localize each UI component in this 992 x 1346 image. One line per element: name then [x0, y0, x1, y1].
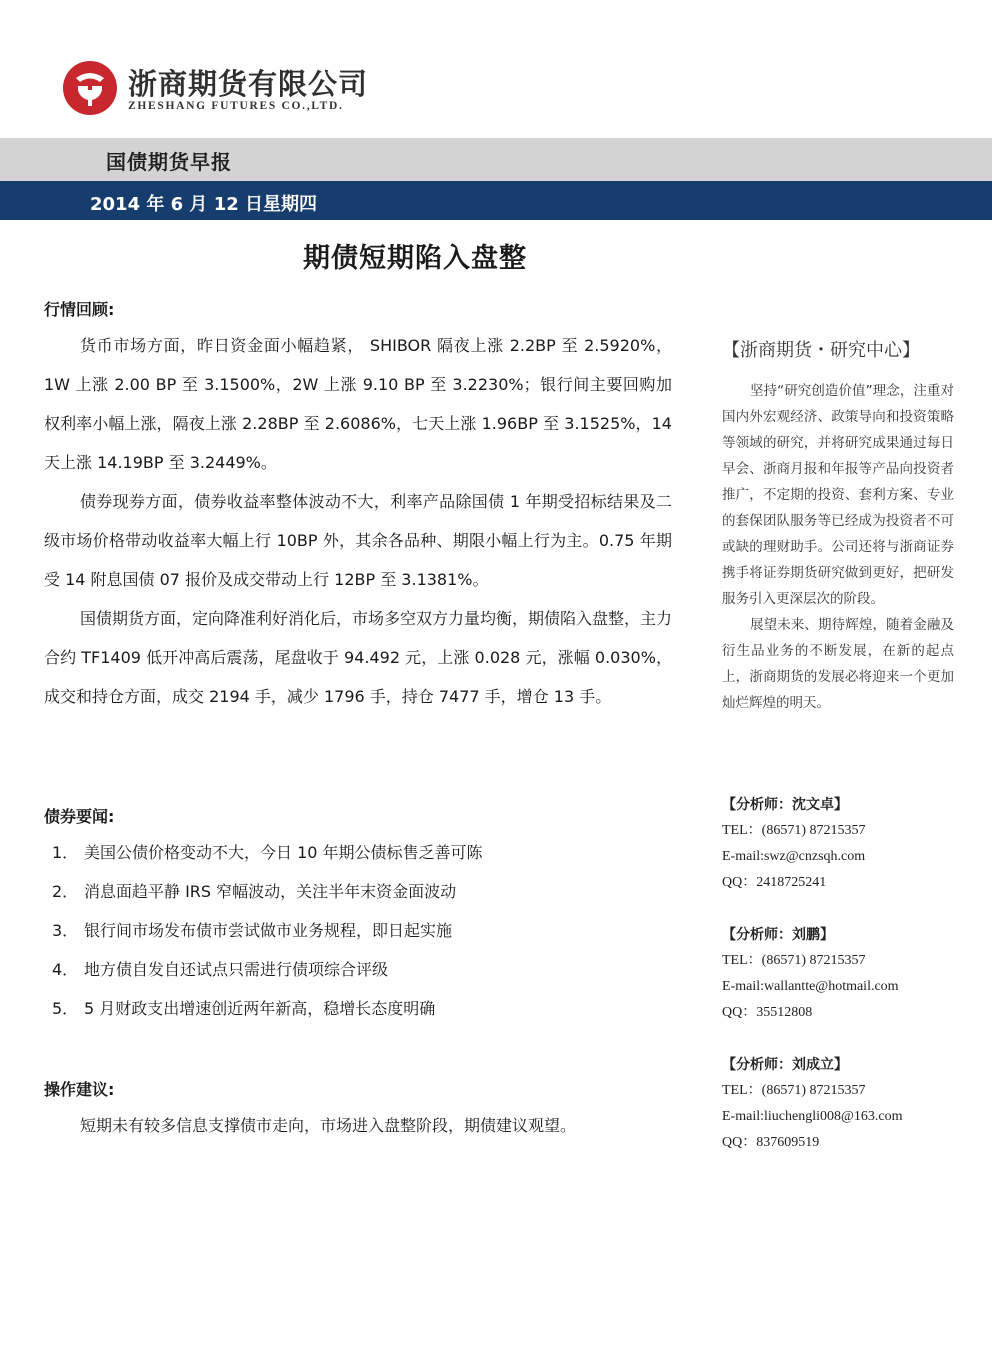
analyst-email[interactable]: E-mail:swz@cnzsqh.com: [722, 849, 866, 864]
analyst-qq: QQ：2418725241: [722, 875, 827, 890]
company-logo-icon: [62, 60, 118, 116]
analyst-email[interactable]: E-mail:liuchengli008@163.com: [722, 1109, 903, 1124]
list-item: 1． 美国公债价格变动不大，今日 10 年期公债标售乏善可陈: [52, 843, 483, 862]
paragraph-bond-spot: 债券现券方面，债券收益率整体波动不大，利率产品除国债 1 年期受招标结果及二级市场价格带动收益率大幅上行 10BP 外，其余各品种、期限小幅上行为主。0.75 年期受 14 附息国债 07 报价及成交带动上行 12BP 至 3.1381%。: [44, 492, 672, 589]
paragraph-money-market: 货币市场方面，昨日资金面小幅趋紧， SHIBOR 隔夜上涨 2.2BP 至 2.5920%，1W 上涨 2.00 BP 至 3.1500%，2W 上涨 9.10 BP 至 3.2230%；银行间主要回购加权利率小幅上涨，隔夜上涨 2.28BP 至 2.6086%，七天上涨 1.96BP 至 3.1525%，14 天上涨 14.19BP 至 3.2449%。: [44, 336, 672, 472]
analyst-name: 【分析师：沈文卓】: [722, 797, 848, 813]
analyst-tel: TEL：(86571) 87215357: [722, 823, 866, 838]
analyst-card: [722, 1052, 902, 1156]
analyst-name: 【分析师：刘成立】: [722, 1057, 848, 1073]
outlook-paragraph: 展望未来、期待辉煌，随着金融及衍生品业务的不断发展，在新的起点上，浙商期货的发展必将迎来一个更加灿烂辉煌的明天。: [722, 617, 954, 711]
section-title-advice: 操作建议:: [44, 1080, 115, 1099]
list-item: 5． 5 月财政支出增速创近两年新高，稳增长态度明确: [52, 999, 436, 1018]
research-center-heading: 【浙商期货・研究中心】: [722, 340, 920, 361]
analyst-tel: TEL：(86571) 87215357: [722, 1083, 866, 1098]
intro-paragraph: 坚持“研究创造价值”理念，注重对国内外宏观经济、政策导向和投资策略等领域的研究，并将研究成果通过每日早会、浙商月报和年报等产品向投资者推广，不定期的投资、套利方案、专业的套保团队服务等已经成为投资者不可或缺的理财助手。公司还将与浙商证券携手将证券期货研究做到更好，把研发服务引入更深层次的阶段。: [722, 383, 954, 607]
analyst-qq: QQ：837609519: [722, 1135, 820, 1150]
report-date: 2014 年 6 月 12 日星期四: [90, 194, 318, 215]
company-name-en: ZHESHANG FUTURES CO.,LTD.: [128, 100, 344, 112]
bond-news-list: [52, 839, 483, 1034]
research-center-intro: [722, 378, 954, 716]
analyst-email[interactable]: E-mail:wallantte@hotmail.com: [722, 979, 899, 994]
paragraph-bond-futures: 国债期货方面，定向降准利好消化后，市场多空双方力量均衡，期债陷入盘整，主力合约 TF1409 低开冲高后震荡，尾盘收于 94.492 元，上涨 0.028 元，涨幅 0.030%，成交和持仓方面，成交 2194 手，减少 1796 手，持仓 7477 手，增仓 13 手。: [44, 609, 673, 706]
report-type-band: [0, 138, 992, 181]
analyst-name: 【分析师：刘鹏】: [722, 927, 834, 943]
analyst-card: [722, 792, 865, 896]
list-item: 2． 消息面趋平静 IRS 窄幅波动，关注半年末资金面波动: [52, 882, 457, 901]
report-type: 国债期货早报: [106, 150, 232, 174]
company-logo: [62, 60, 382, 120]
headline: 期债短期陷入盘整: [303, 243, 527, 274]
analyst-qq: QQ：35512808: [722, 1005, 813, 1020]
paragraph-advice: 短期未有较多信息支撑债市走向，市场进入盘整阶段，期债建议观望。: [80, 1116, 577, 1135]
company-name-cn: 浙商期货有限公司: [128, 67, 369, 101]
analyst-tel: TEL：(86571) 87215357: [722, 953, 866, 968]
list-item: 3． 银行间市场发布债市尝试做市业务规程，即日起实施: [52, 921, 453, 940]
section-title-market-review: 行情回顾:: [44, 300, 115, 319]
section-title-bond-news: 债券要闻:: [44, 807, 115, 826]
date-band: [0, 181, 992, 220]
list-item: 4． 地方债自发自还试点只需进行债项综合评级: [52, 960, 389, 979]
analyst-card: [722, 922, 899, 1026]
